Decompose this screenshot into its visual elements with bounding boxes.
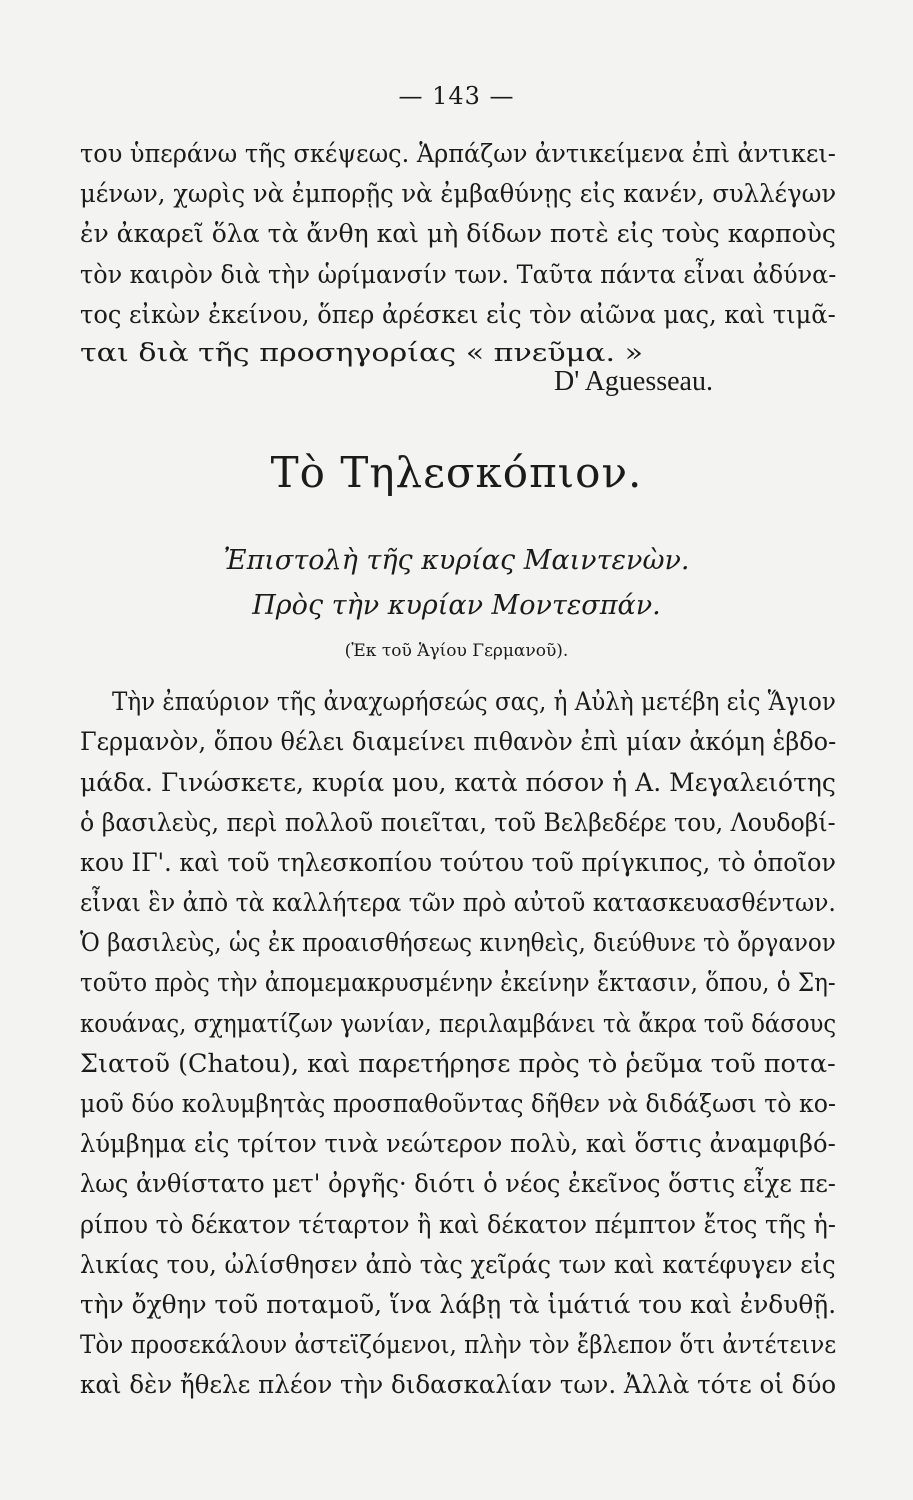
text-line: λως ἀνθίστατο μετ' ὀργῆς· διότι ὁ νέος ἐκεῖνος ὅστις εἶχε πε-: [80, 1169, 836, 1199]
letter-subtitle: Ἐπιστολὴ τῆς κυρίας Μαιντενὼν.: [223, 545, 690, 576]
text-line: τος εἰκὼν ἐκείνου, ὅπερ ἀρέσκει εἰς τὸν αἰῶνα μας, καὶ τιμᾶ-: [80, 300, 836, 330]
text-line: ρίπου τὸ δέκατον τέταρτον ἢ καὶ δέκατον πέμπτον ἔτος τῆς ἡ-: [80, 1210, 836, 1240]
text-line: ἐν ἀκαρεῖ ὅλα τὰ ἄνθη καὶ μὴ δίδων ποτὲ εἰς τοὺς καρποὺς: [80, 219, 836, 249]
text-line: ὁ βασιλεὺς, περὶ πολλοῦ ποιεῖται, τοῦ Βελβεδέρε του, Λουδοβί-: [80, 808, 836, 838]
text-line: εἶναι ἓν ἀπὸ τὰ καλλήτερα τῶν πρὸ αὐτοῦ κατασκευασθέντων.: [80, 888, 836, 918]
page-number: — 143 —: [398, 82, 515, 110]
text-line: μάδα. Γινώσκετε, κυρία μου, κατὰ πόσον ἡ Α. Μεγαλειότης: [80, 768, 836, 798]
text-line: μένων, χωρὶς νὰ ἐμπορῇς νὰ ἐμβαθύνῃς εἰς κανέν, συλλέγων: [80, 179, 837, 209]
text-line: κου ΙΓ'. καὶ τοῦ τηλεσκοπίου τούτου τοῦ πρίγκιπος, τὸ ὁποῖον: [80, 848, 836, 878]
text-line: μοῦ δύο κολυμβητὰς προσπαθοῦντας δῆθεν νὰ διδάξωσι τὸ κο-: [80, 1089, 836, 1119]
section-title: Τὸ Τηλεσκόπιον.: [270, 448, 643, 497]
text-line: λύμβημα εἰς τρίτον τινὰ νεώτερον πολὺ, καὶ ὅστις ἀναμφιβό-: [80, 1129, 836, 1159]
recipient-subtitle: Πρὸς τὴν κυρίαν Μοντεσπάν.: [252, 590, 661, 621]
text-line: Σιατοῦ (Chatou), καὶ παρετήρησε πρὸς τὸ ῥεῦμα τοῦ ποτα-: [80, 1049, 836, 1079]
text-line: Γερμανὸν, ὅπου θέλει διαμείνει πιθανὸν ἐπὶ μίαν ἀκόμη ἑβδο-: [80, 727, 837, 757]
text-line: του ὑπεράνω τῆς σκέψεως. Ἁρπάζων ἀντικείμενα ἐπὶ ἀντικει-: [80, 139, 836, 169]
text-line: τοῦτο πρὸς τὴν ἀπομεμακρυσμένην ἐκείνην ἔκτασιν, ὅπου, ὁ Ση-: [80, 968, 836, 998]
text-line: ται διὰ τῆς προσηγορίας « πνεῦμα. »: [80, 338, 644, 368]
place-note: (Ἐκ τοῦ Ἁγίου Γερμανοῦ).: [344, 641, 569, 661]
text-line: κουάνας, σχηματίζων γωνίαν, περιλαμβάνει τὰ ἄκρα τοῦ δάσους: [80, 1009, 837, 1039]
text-line: τὸν καιρὸν διὰ τὴν ὡρίμανσίν των. Ταῦτα πάντα εἶναι ἀδύνα-: [80, 260, 837, 290]
text-line: τὴν ὄχθην τοῦ ποταμοῦ, ἵνα λάβῃ τὰ ἱμάτιά του καὶ ἐνδυθῇ.: [80, 1290, 837, 1320]
text-line: καὶ δὲν ἤθελε πλέον τὴν διδασκαλίαν των. Ἀλλὰ τότε οἱ δύο: [80, 1370, 837, 1400]
author-signature: D' Aguesseau.: [553, 366, 713, 397]
text-line: Ὁ βασιλεὺς, ὡς ἐκ προαισθήσεως κινηθεὶς, διεύθυνε τὸ ὄργανον: [80, 928, 836, 958]
text-line: λικίας του, ὠλίσθησεν ἀπὸ τὰς χεῖράς των καὶ κατέφυγεν εἰς: [80, 1250, 836, 1280]
text-line: Τὴν ἐπαύριον τῆς ἀναχωρήσεώς σας, ἡ Αὐλὴ μετέβη εἰς Ἅγιον: [112, 687, 836, 717]
text-line: Τὸν προσεκάλουν ἀστεϊζόμενοι, πλὴν τὸν ἔβλεπον ὅτι ἀντέτεινε: [80, 1330, 837, 1360]
